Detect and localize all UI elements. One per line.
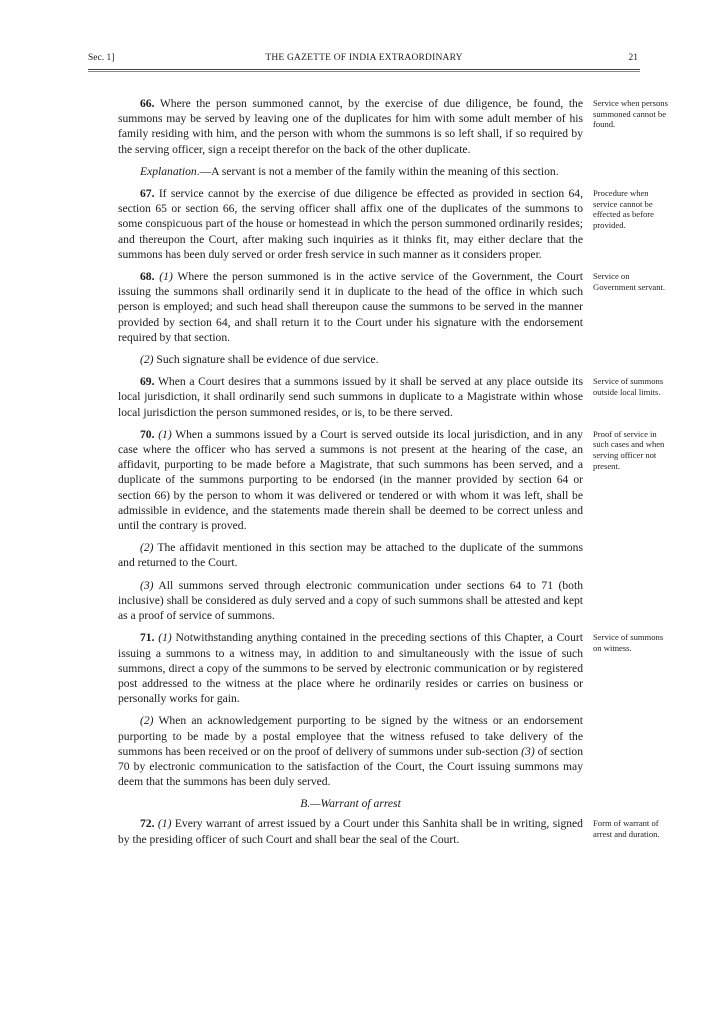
section-70-text: 70. (1) When a summons issued by a Court is served outside its local jurisdiction, and in any case where the officer who has served a summons is not present at the hearing of the case, an affidavit, purporting to be made before a Magistrate, that such summons has been served, and a duplicate of the summons purporting to be endorsed (in the manner provided by section 64 or section 66) by the person to whom it was delivered or tendered or with whom it was left, shall be admissible in evidence, and the statements made therein shall be deemed to be correct unless and until the contrary is proved. — [118, 427, 583, 533]
section-67-text: 67. If service cannot by the exercise of due diligence be effected as provided in section 64, section 65 or section 66, the serving officer shall affix one of the duplicates of the summons to some conspicuous part of the house or homestead in which the person summoned ordinarily resides; and thereupon the Court, after making such inquiries as it thinks fit, may either declare that the summons has been duly served or order fresh service in such manner as it considers proper. — [118, 187, 583, 261]
section-72-text: 72. (1) Every warrant of arrest issued by a Court under this Sanhita shall be in writing, signed by the presiding officer of such Court and shall bear the seal of the Court. — [118, 817, 583, 846]
section-68-sub2: (2) Such signature shall be evidence of due service. — [140, 353, 379, 367]
margin-note-70: Proof of service in such cases and when serving officer not present. — [593, 428, 665, 471]
section-69 — [118, 374, 664, 420]
margin-note-68: Service on Government servant. — [593, 271, 666, 292]
section-70 — [118, 427, 665, 623]
page-number: 21 — [628, 53, 638, 63]
section-68 — [118, 269, 666, 367]
document-body — [118, 96, 668, 854]
section-66 — [118, 96, 668, 179]
page-header — [88, 53, 640, 69]
section-66-explanation: Explanation.—A servant is not a member of the family within the meaning of this section. — [140, 164, 559, 178]
section-72 — [118, 816, 660, 846]
margin-note-66: Service when persons summoned cannot be found. — [593, 98, 668, 130]
section-71 — [118, 630, 664, 789]
margin-note-72: Form of warrant of arrest and duration. — [593, 818, 660, 839]
section-71-sub2: (2) When an acknowledgement purporting to be signed by the witness or an endorsement purporting to be made by a postal employee that the witness refused to take delivery of the summons has been received or on the proof of delivery of summons under sub-section (3) of section 70 by electronic communication to the satisfaction of the Court, the Court issuing summons may deem that the summons has been duly served. — [118, 714, 584, 789]
margin-note-69: Service of summons outside local limits. — [593, 376, 664, 397]
margin-note-67: Procedure when service cannot be effected as before provided. — [593, 188, 654, 230]
section-68-text: 68. (1) Where the person summoned is in the active service of the Government, the Court issuing the summons shall ordinarily send it in duplicate to the head of the office in which such person is employed; and such head shall thereupon cause the summons to be served in the manner provided by section 64, and shall return it to the Court under his signature with the endorsement required by that section. — [118, 270, 583, 344]
section-70-sub3: (3) All summons served through electronic communication under sections 64 to 71 (both inclusive) shall be considered as duly served and a copy of such summons shall be attested and kept as a proof of service of summons. — [118, 578, 583, 623]
header-rule — [88, 69, 640, 72]
section-69-text: 69. When a Court desires that a summons issued by it shall be served at any place outside its local jurisdiction, it shall ordinarily send such summons in duplicate to a Magistrate within whose local jurisdiction the person summoned resides, or is, to be there served. — [118, 375, 583, 419]
section-ref: Sec. 1] — [88, 53, 115, 63]
section-70-sub2: (2) The affidavit mentioned in this section may be attached to the duplicate of the summons and returned to the Court. — [118, 541, 583, 570]
margin-note-71: Service of summons on witness. — [593, 632, 664, 653]
section-71-text: 71. (1) Notwithstanding anything contained in the preceding sections of this Chapter, a Court issuing a summons to a witness may, in addition to and simultaneously with the issue of such summons, direct a copy of the summons to be served by electronic communication or by registered post addressed to the witness at the place where he ordinarily resides or carries on business or personally works for gain. — [118, 631, 583, 706]
subheading-warrant-of-arrest: B.—Warrant of arrest — [300, 797, 401, 811]
section-66-text: 66. Where the person summoned cannot, by the exercise of due diligence, be found, the summons may be served by leaving one of the duplicates for him with some adult member of his family residing with him, and the person with whom the summons is so left shall, if so required by the serving officer, sign a receipt therefor on the back of the other duplicate. — [118, 97, 583, 156]
gazette-title: THE GAZETTE OF INDIA EXTRAORDINARY — [265, 53, 463, 63]
section-67 — [118, 186, 654, 262]
